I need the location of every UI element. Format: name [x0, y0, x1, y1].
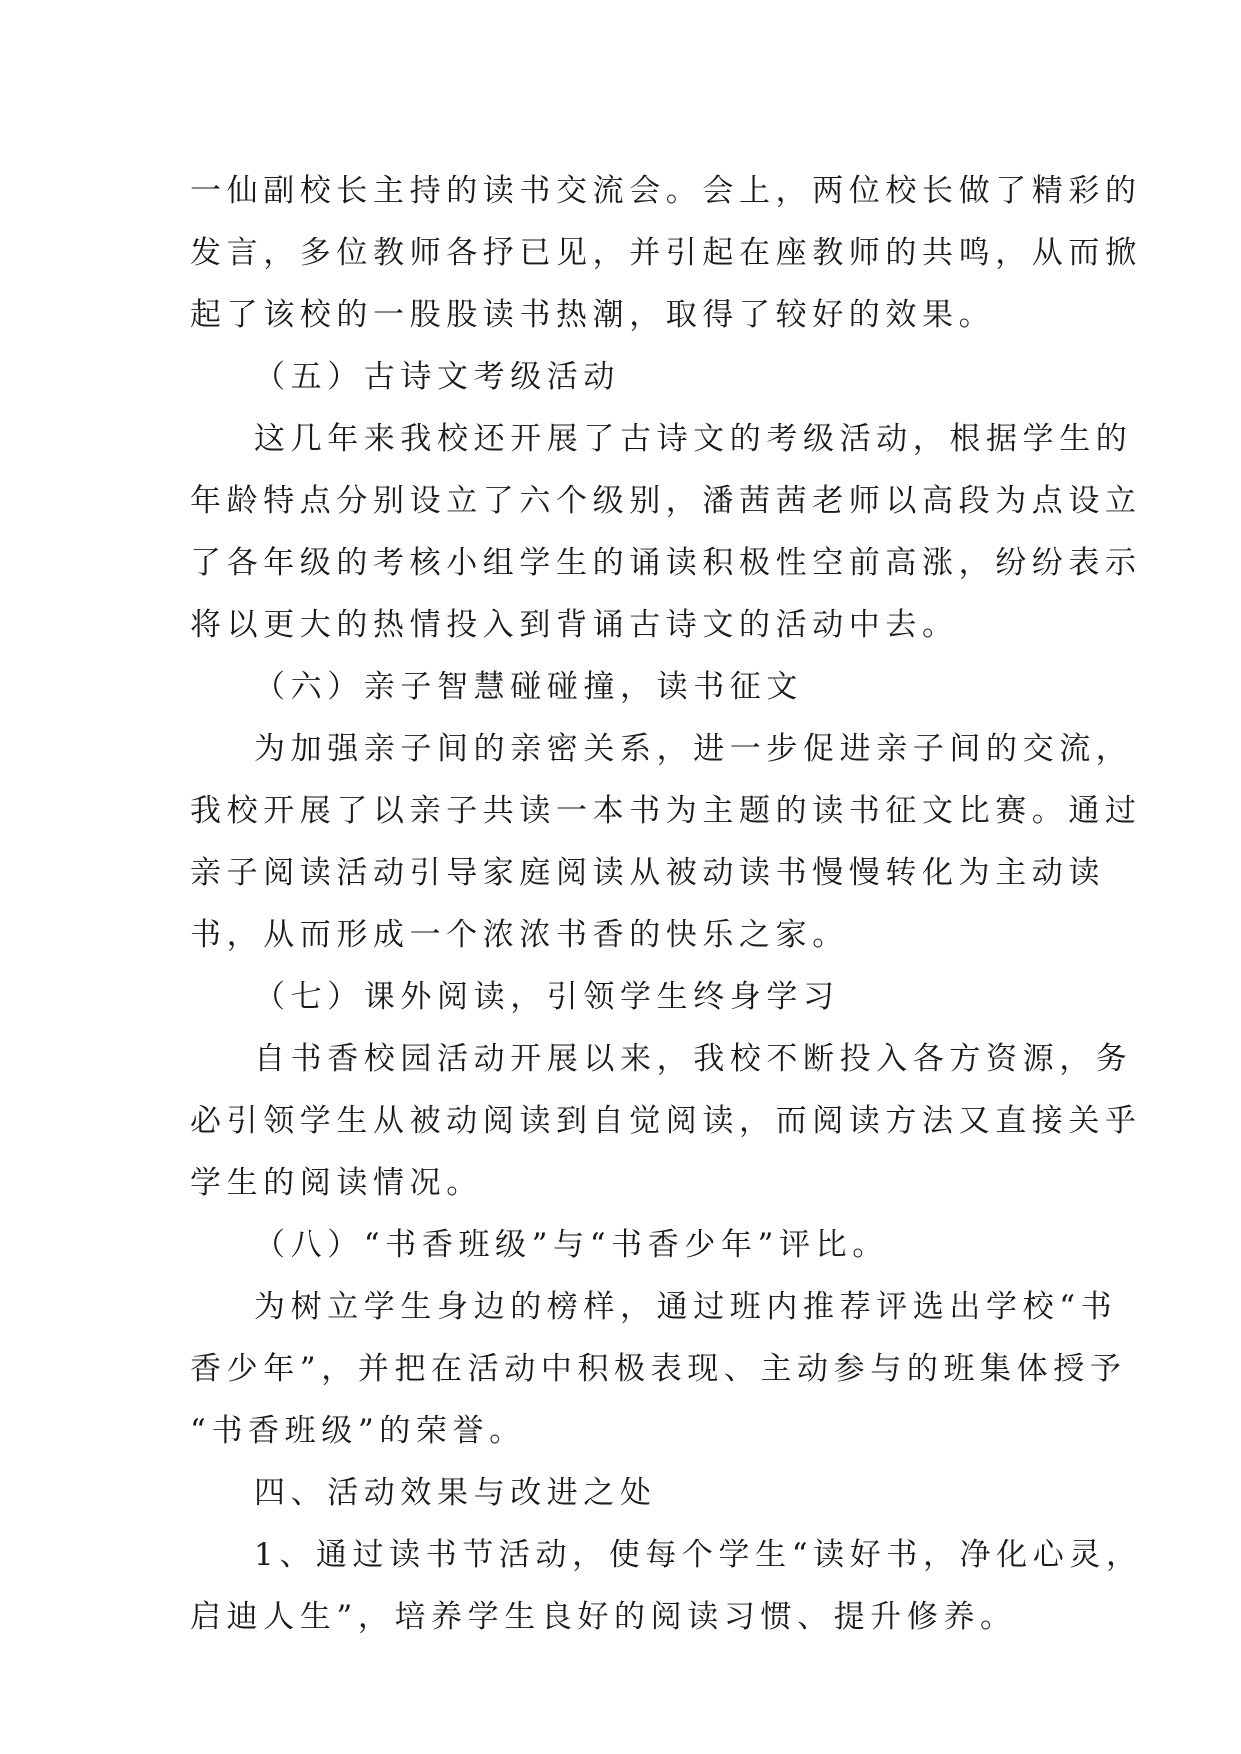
paragraph-line: 学生的阅读情况。	[190, 1165, 483, 1201]
paragraph-line: 将以更大的热情投入到背诵古诗文的活动中去。	[190, 607, 959, 643]
paragraph-line: 这几年来我校还开展了古诗文的考级活动，根据学生的	[254, 421, 1133, 457]
paragraph-line: 了各年级的考核小组学生的诵读积极性空前高涨，纷纷表示	[190, 545, 1142, 581]
paragraph-line: 为树立学生身边的榜样，通过班内推荐评选出学校“书	[254, 1289, 1118, 1325]
paragraph-line: 亲子阅读活动引导家庭阅读从被动读书慢慢转化为主动读	[190, 855, 1105, 891]
section-heading-8: （八）“书香班级”与“书香少年”评比。	[254, 1227, 889, 1263]
paragraph-line: 自书香校园活动开展以来，我校不断投入各方资源，务	[254, 1041, 1133, 1077]
paragraph-line: 一仙副校长主持的读书交流会。会上，两位校长做了精彩的	[190, 173, 1142, 209]
paragraph-line: 启迪人生”，培养学生良好的阅读习惯、提升修养。	[190, 1599, 1017, 1635]
paragraph-line: 我校开展了以亲子共读一本书为主题的读书征文比赛。通过	[190, 793, 1142, 829]
paragraph-line: 发言，多位教师各抒已见，并引起在座教师的共鸣，从而掀	[190, 235, 1142, 271]
paragraph-line: 香少年”，并把在活动中积极表现、主动参与的班集体授予	[190, 1351, 1127, 1387]
paragraph-line: 必引领学生从被动阅读到自觉阅读，而阅读方法又直接关乎	[190, 1103, 1142, 1139]
paragraph-line: 书，从而形成一个浓浓书香的快乐之家。	[190, 917, 849, 953]
paragraph-line: 为加强亲子间的亲密关系，进一步促进亲子间的交流，	[254, 731, 1133, 767]
section-heading-7: （七）课外阅读，引领学生终身学习	[254, 979, 840, 1015]
paragraph-line: “书香班级”的荣誉。	[190, 1413, 526, 1449]
section-heading-5: （五）古诗文考级活动	[254, 359, 620, 395]
document-body	[190, 160, 1143, 1648]
section-heading-4: 四、活动效果与改进之处	[254, 1475, 657, 1511]
paragraph-line: 起了该校的一股股读书热潮，取得了较好的效果。	[190, 297, 996, 333]
paragraph-line: 1、通过读书节活动，使每个学生“读好书，净化心灵，	[254, 1537, 1143, 1573]
paragraph-line: 年龄特点分别设立了六个级别，潘茜茜老师以高段为点设立	[190, 483, 1142, 519]
section-heading-6: （六）亲子智慧碰碰撞，读书征文	[254, 669, 803, 705]
